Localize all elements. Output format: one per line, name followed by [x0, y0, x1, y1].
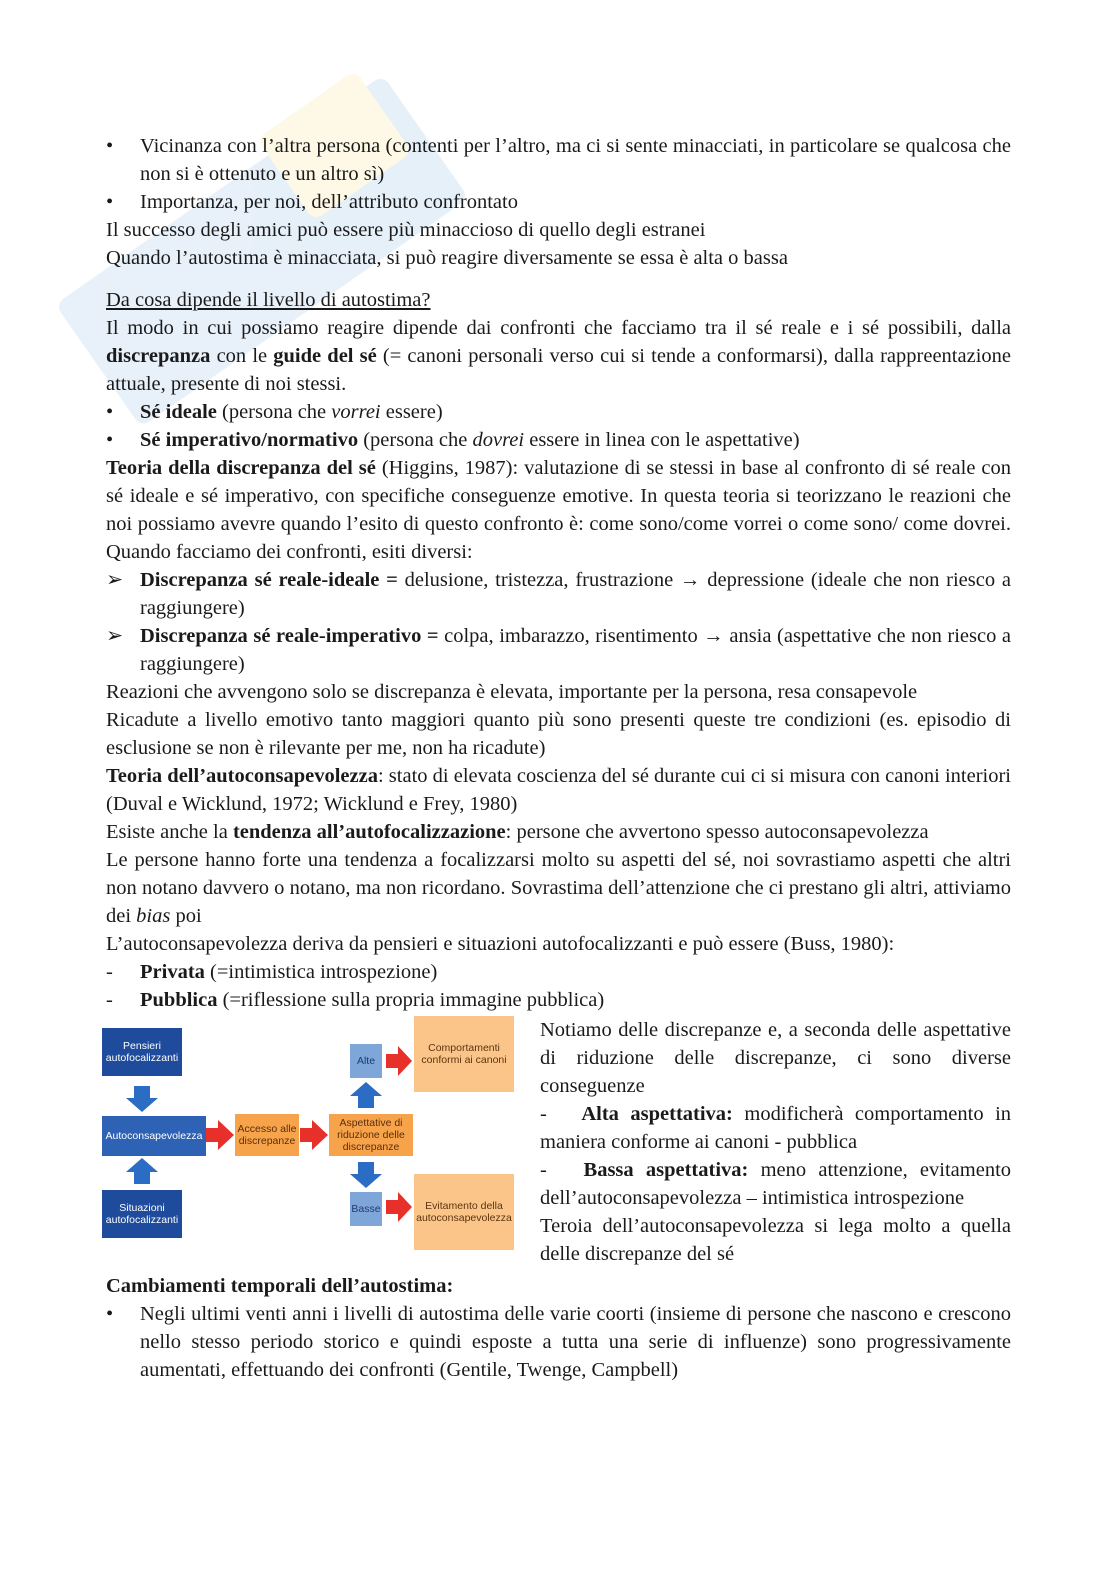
bullet-marker: • — [106, 429, 114, 451]
section-heading: Cambiamenti temporali dell’autostima: — [106, 1275, 454, 1297]
paragraph: Le persone hanno forte una tendenza a focalizzarsi molto su aspetti del sé, noi sovrastiamo aspetti che altri non notano davvero o notano, ma non ricordano. Sovrastima dell’attenzione che ci prestano gli altri, attiviamo dei bias poi — [106, 849, 1011, 927]
paragraph: Teroia dell’autoconsapevolezza si lega molto a quella delle discrepanze del sé — [540, 1215, 1011, 1265]
paragraph: Teoria della discrepanza del sé (Higgins, 1987): valutazione di se stessi in base al confronto di sé reale con sé ideale e sé imperativo, con specifiche conseguenze emotive. In questa teoria si teorizzano le reazioni che noi possiamo avevre quando l’esito di questo confronto è: come sono/come vorrei o come sono/ come dovrei. Quando facciamo dei confronti, esiti diversi: — [106, 457, 1011, 563]
arrow-right-icon — [386, 1192, 412, 1222]
list-item: - Pubblica (=riflessione sulla propria immagine pubblica) — [106, 986, 1011, 1014]
bullet-marker: • — [106, 1303, 114, 1325]
paragraph: Reazioni che avvengono solo se discrepanza è elevata, importante per la persona, resa consapevole — [106, 681, 918, 703]
basse-box: Basse — [350, 1192, 382, 1226]
autoconsapevolezza-box: Autoconsapevolezza — [102, 1116, 206, 1156]
arrow-right-icon — [300, 1120, 328, 1150]
situazioni-box: Situazioni autofocalizzanti — [102, 1190, 182, 1238]
evitamento-box: Evitamento della autoconsapevolezza — [414, 1174, 514, 1250]
accesso-box: Accesso alle discrepanze — [235, 1114, 299, 1156]
arrow-down-icon — [350, 1162, 382, 1188]
bullet-marker: • — [106, 401, 114, 423]
paragraph: Teoria dell’autoconsapevolezza: stato di elevata coscienza del sé durante cui ci si misura con canoni interiori (Duval e Wicklund, 1972; Wicklund e Frey, 1980) — [106, 765, 1011, 815]
list-item: • Importanza, per noi, dell’attributo confrontato — [106, 188, 1011, 216]
self-awareness-diagram — [102, 1016, 522, 1272]
paragraph: - Bassa aspettativa: meno attenzione, evitamento dell’autoconsapevolezza – intimistica introspezione — [540, 1159, 1012, 1209]
list-item: • Sé ideale (persona che vorrei essere) — [106, 398, 1011, 426]
paragraph: - Alta aspettativa: modificherà comportamento in maniera conforme ai canoni - pubblica — [540, 1103, 1012, 1153]
paragraph: Esiste anche la tendenza all’autofocalizzazione: persone che avvertono spesso autoconsapevolezza — [106, 821, 929, 843]
bullet-marker: • — [106, 135, 114, 157]
list-item: • Vicinanza con l’altra persona (contenti per l’altro, ma ci si sente minacciati, in particolare se qualcosa che non si è ottenuto e un altro sì) — [106, 132, 1011, 188]
comportamenti-box: Comportamenti conformi ai canoni — [414, 1016, 514, 1092]
list-item: ➢ Discrepanza sé reale-imperativo = colpa, imbarazzo, risentimento → ansia (aspettative che non riesco a raggiungere) — [106, 622, 1011, 678]
section-heading: Da cosa dipende il livello di autostima? — [106, 289, 431, 311]
document-page — [106, 132, 1011, 1384]
paragraph: Il modo in cui possiamo reagire dipende dai confronti che facciamo tra il sé reale e i sé possibili, dalla discrepanza con le guide del sé (= canoni personali verso cui si tende a conformarsi), dalla rappreentazione attuale, presente di noi stessi. — [106, 317, 1011, 395]
arrow-marker: ➢ — [106, 569, 124, 591]
figure-row — [106, 1016, 1011, 1272]
list-item: • Sé imperativo/normativo (persona che dovrei essere in linea con le aspettative) — [106, 426, 1011, 454]
list-item: • Negli ultimi venti anni i livelli di autostima delle varie coorti (insieme di persone che nascono e crescono nello stesso periodo storico e quindi esposte a tutta una serie di influenze) sono progressivamente aumentati, effettuando dei confronti (Gentile, Twenge, Campbell) — [106, 1300, 1011, 1384]
figure-side-text — [540, 1016, 1011, 1268]
arrow-down-icon — [126, 1086, 158, 1112]
arrow-up-icon — [126, 1158, 158, 1184]
paragraph: Ricadute a livello emotivo tanto maggiori quanto più sono presenti queste tre condizioni (es. episodio di esclusione se non è rilevante per me, non ha ricadute) — [106, 709, 1011, 759]
arrow-up-icon — [350, 1082, 382, 1108]
aspettative-box: Aspettative di riduzione delle discrepanze — [329, 1114, 413, 1156]
list-item: - Privata (=intimistica introspezione) — [106, 958, 1011, 986]
arrow-right-icon — [386, 1046, 412, 1076]
paragraph: Notiamo delle discrepanze e, a seconda delle aspettative di riduzione delle discrepanze, ci sono diverse conseguenze — [540, 1019, 1011, 1097]
pensieri-box: Pensieri autofocalizzanti — [102, 1028, 182, 1076]
dash-marker: - — [106, 961, 113, 983]
paragraph: L’autoconsapevolezza deriva da pensieri e situazioni autofocalizzanti e può essere (Buss, 1980): — [106, 933, 895, 955]
arrow-right-icon — [206, 1120, 234, 1150]
arrow-marker: ➢ — [106, 625, 124, 647]
bullet-marker: • — [106, 191, 114, 213]
list-item: ➢ Discrepanza sé reale-ideale = delusione, tristezza, frustrazione → depressione (ideale che non riesco a raggiungere) — [106, 566, 1011, 622]
paragraph: Quando l’autostima è minacciata, si può reagire diversamente se essa è alta o bassa — [106, 247, 788, 269]
alte-box: Alte — [350, 1044, 382, 1078]
dash-marker: - — [106, 989, 113, 1011]
paragraph: Il successo degli amici può essere più minaccioso di quello degli estranei — [106, 219, 706, 241]
